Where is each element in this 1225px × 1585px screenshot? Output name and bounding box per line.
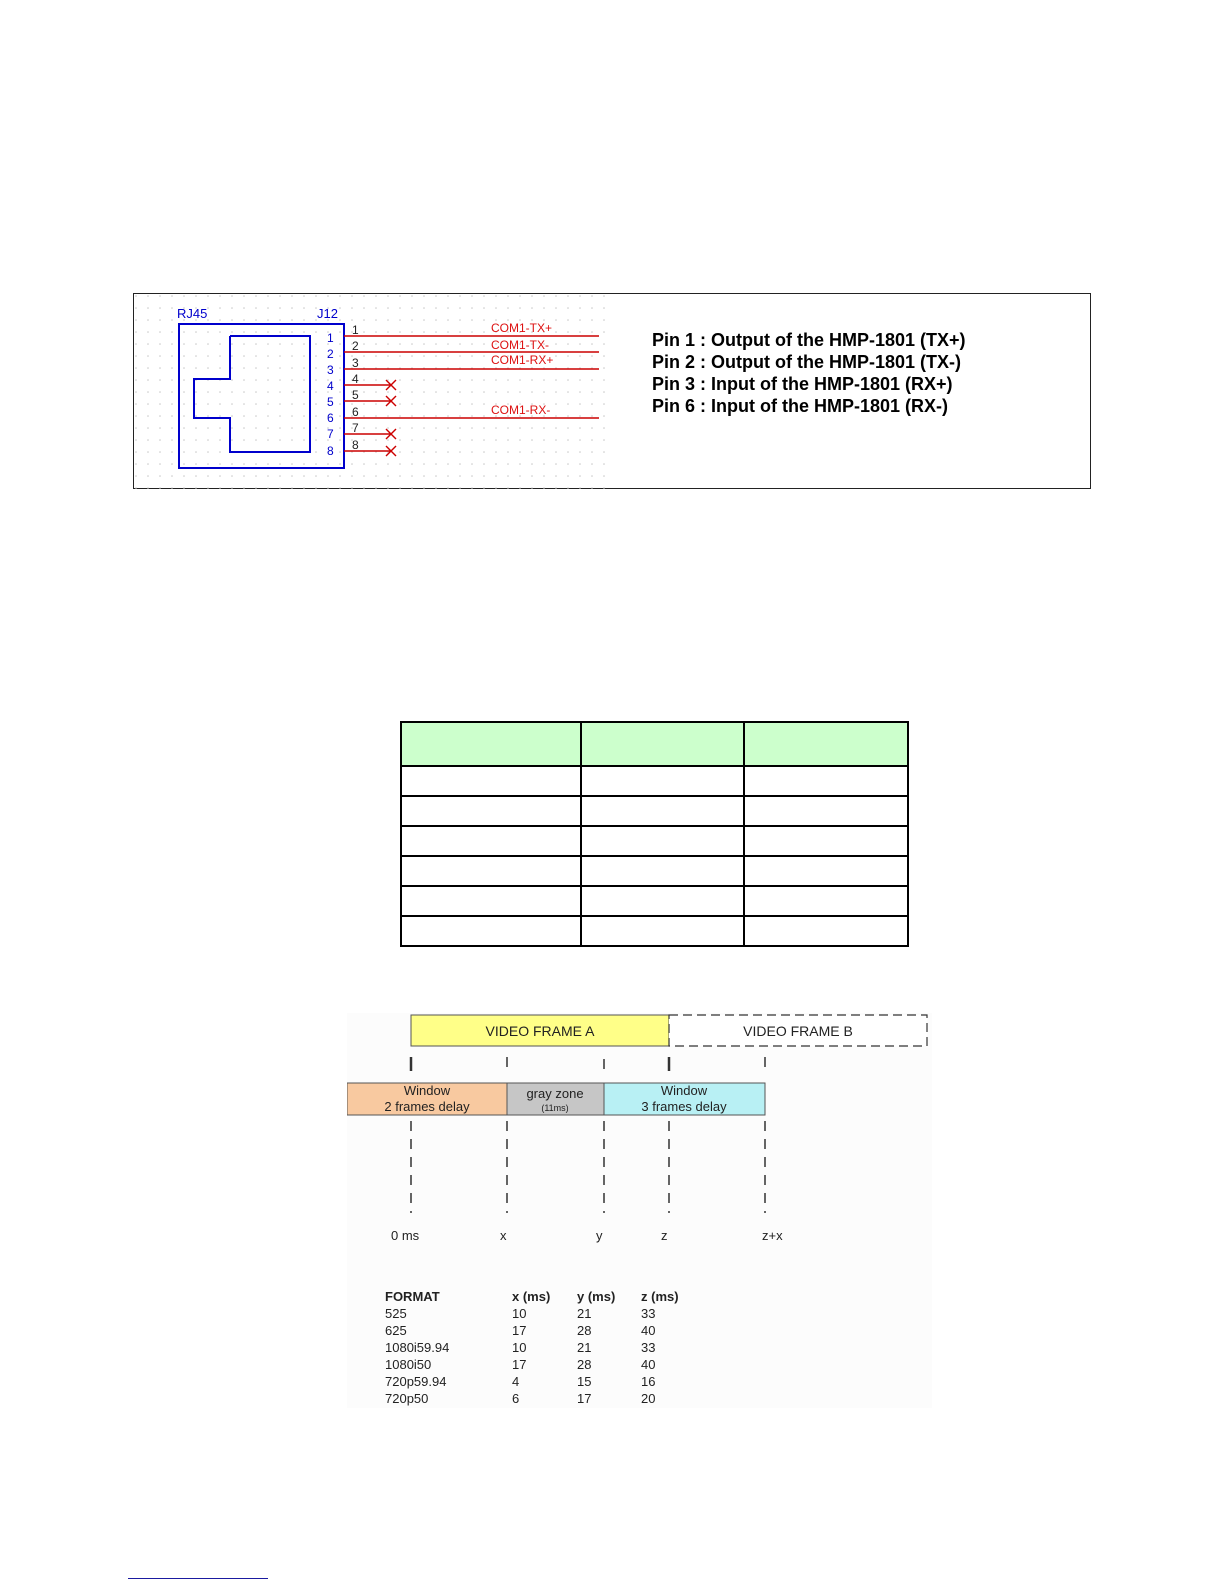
time-guides xyxy=(411,1121,765,1213)
window-right-line1: Window xyxy=(660,1083,708,1098)
svg-text:6: 6 xyxy=(327,411,334,425)
table-row: 720p50 6 17 20 xyxy=(385,1391,656,1406)
table-row: 720p59.94 4 15 16 xyxy=(385,1374,656,1389)
gray-zone-line1: gray zone xyxy=(526,1086,584,1101)
svg-text:8: 8 xyxy=(327,444,334,458)
pin-numbers-inner xyxy=(327,331,334,458)
svg-text:COM1-TX-: COM1-TX- xyxy=(491,338,549,352)
svg-text:3: 3 xyxy=(352,356,359,370)
table-row: 1080i50 17 28 40 xyxy=(385,1357,656,1372)
connector-ref: J12 xyxy=(317,306,338,321)
pin-desc-3: Pin 3 : Input of the HMP-1801 (RX+) xyxy=(652,374,953,394)
frame-a-label: VIDEO FRAME A xyxy=(485,1023,595,1039)
svg-text:6: 6 xyxy=(352,405,359,419)
format-table xyxy=(385,1288,679,1407)
time-axis-labels xyxy=(391,1228,783,1243)
svg-text:8: 8 xyxy=(352,438,359,452)
table-row xyxy=(401,916,908,946)
axis-label-y: y xyxy=(596,1228,603,1243)
pin-desc-6: Pin 6 : Input of the HMP-1801 (RX-) xyxy=(652,396,949,416)
svg-text:4: 4 xyxy=(327,379,334,393)
table-row xyxy=(401,826,908,856)
gray-zone-line2: (11ms) xyxy=(541,1103,569,1113)
rj45-schematic xyxy=(133,293,1091,489)
pin-descriptions xyxy=(652,329,966,417)
frame-b-label: VIDEO FRAME B xyxy=(743,1023,853,1039)
table-row: 525 10 21 33 xyxy=(385,1306,656,1321)
axis-label-z: z xyxy=(661,1228,668,1243)
axis-label-zx: z+x xyxy=(762,1228,783,1243)
svg-text:1: 1 xyxy=(327,331,334,345)
timing-diagram xyxy=(347,1013,932,1408)
window-left-line2: 2 frames delay xyxy=(384,1099,470,1114)
svg-text:2: 2 xyxy=(352,339,359,353)
svg-text:2: 2 xyxy=(327,347,334,361)
svg-text:1: 1 xyxy=(352,323,359,337)
frame-ticks xyxy=(411,1057,765,1071)
pin-desc-2: Pin 2 : Output of the HMP-1801 (TX-) xyxy=(652,352,961,372)
table-row xyxy=(401,766,908,796)
axis-label-x: x xyxy=(500,1228,507,1243)
table-row: 625 17 28 40 xyxy=(385,1323,656,1338)
svg-text:5: 5 xyxy=(352,388,359,402)
window-right-line2: 3 frames delay xyxy=(641,1099,727,1114)
svg-text:COM1-TX+: COM1-TX+ xyxy=(491,321,553,335)
table-row: 1080i59.94 10 21 33 xyxy=(385,1340,656,1355)
svg-text:3: 3 xyxy=(327,363,334,377)
connector-name: RJ45 xyxy=(177,306,208,321)
table-row xyxy=(401,886,908,916)
format-table-header: FORMAT x (ms) y (ms) z (ms) xyxy=(385,1289,679,1304)
svg-text:4: 4 xyxy=(352,372,359,386)
window-left-line1: Window xyxy=(403,1083,451,1098)
svg-text:7: 7 xyxy=(352,421,359,435)
table-row xyxy=(401,796,908,826)
table-row xyxy=(401,856,908,886)
table-header-row xyxy=(401,722,908,766)
footnote-separator xyxy=(128,1578,268,1579)
pin-numbers-outer xyxy=(352,323,359,452)
axis-label-0ms: 0 ms xyxy=(391,1228,420,1243)
svg-text:5: 5 xyxy=(327,395,334,409)
svg-text:7: 7 xyxy=(327,427,334,441)
svg-text:COM1-RX+: COM1-RX+ xyxy=(491,353,554,367)
pin-desc-1: Pin 1 : Output of the HMP-1801 (TX+) xyxy=(652,330,966,350)
empty-table xyxy=(400,721,909,947)
svg-text:COM1-RX-: COM1-RX- xyxy=(491,403,551,417)
